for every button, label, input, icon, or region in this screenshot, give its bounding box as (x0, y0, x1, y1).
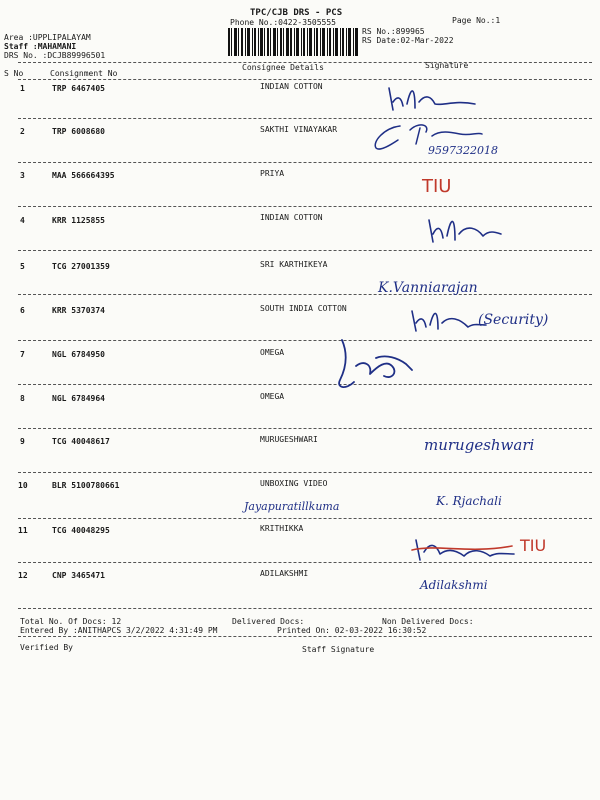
row-consignee: INDIAN COTTON (260, 213, 323, 222)
row-divider (18, 340, 592, 341)
drs-number: DRS No. :DCJB89996501 (4, 51, 106, 60)
row-consignment-no: NGL 6784950 (52, 350, 105, 359)
row-consignee: SRI KARTHIKEYA (260, 260, 328, 269)
row-divider (18, 384, 592, 385)
row-consignee: KRITHIKKA (260, 524, 304, 533)
row-consignment-no: MAA 566664395 (52, 171, 115, 180)
row-divider (18, 608, 592, 609)
row-sno: 5 (20, 262, 25, 271)
row-divider (18, 472, 592, 473)
row-sno: 2 (20, 127, 25, 136)
col-signature: Signature (425, 61, 469, 70)
row-sno: 10 (18, 481, 28, 490)
row-sno: 9 (20, 437, 25, 446)
signature-row-3-mark: TIU (422, 176, 452, 197)
row-consignment-no: KRR 5370374 (52, 306, 105, 315)
row-consignee: MURUGESHWARI (260, 435, 318, 444)
signature-row-11-mark: TIU (520, 536, 547, 555)
row-divider (18, 294, 592, 295)
signature-row-12-name: Adilakshmi (420, 578, 488, 592)
row-consignee: UNBOXING VIDEO (260, 479, 328, 488)
document-title: TPC/CJB DRS - PCS (250, 8, 343, 18)
signature-row-7 (332, 336, 422, 392)
barcode (228, 28, 358, 56)
signature-row-11-strike (408, 538, 518, 558)
signature-row-10-name: Jayapuratillkuma (244, 500, 340, 513)
verified-by: Verified By (20, 643, 73, 652)
non-delivered-docs: Non Delivered Docs: (382, 617, 474, 626)
rs-number: RS No.:899965 (362, 27, 425, 36)
row-sno: 8 (20, 394, 25, 403)
signature-row-6-note: (Security) (478, 312, 549, 328)
row-sno: 7 (20, 350, 25, 359)
footer-rule (18, 636, 592, 637)
row-sno: 1 (20, 84, 25, 93)
entered-by: Entered By :ANITHAPCS 3/2/2022 4:31:49 PM (20, 626, 218, 635)
rs-date: RS Date:02-Mar-2022 (362, 36, 454, 45)
area-label: Area :UPPLIPALAYAM (4, 33, 91, 42)
row-divider (18, 518, 592, 519)
signature-row-6 (408, 305, 488, 337)
row-consignee: SOUTH INDIA COTTON (260, 304, 347, 313)
row-consignment-no: TCG 40048617 (52, 437, 110, 446)
printed-on: Printed On: 02-03-2022 16:30:52 (277, 626, 427, 635)
row-consignment-no: KRR 1125855 (52, 216, 105, 225)
row-divider (18, 118, 592, 119)
col-sno: S No (4, 69, 24, 78)
row-consignment-no: TRP 6467405 (52, 84, 105, 93)
row-consignee: PRIYA (260, 169, 285, 178)
signature-row-9-name: murugeshwari (424, 436, 535, 454)
row-sno: 4 (20, 216, 25, 225)
row-consignee: ADILAKSHMI (260, 569, 309, 578)
header-rule-bottom (18, 79, 592, 80)
row-sno: 6 (20, 306, 25, 315)
row-consignee: SAKTHI VINAYAKAR (260, 125, 338, 134)
delivered-docs: Delivered Docs: (232, 617, 305, 626)
col-consignee-details: Consignee Details (242, 63, 324, 72)
row-consignment-no: BLR 5100780661 (52, 481, 120, 490)
row-consignee: OMEGA (260, 348, 285, 357)
signature-row-10-alt: K. Rjachali (436, 494, 502, 508)
row-divider (18, 162, 592, 163)
row-consignee: OMEGA (260, 392, 285, 401)
row-consignment-no: TCG 27001359 (52, 262, 110, 271)
row-consignment-no: NGL 6784964 (52, 394, 105, 403)
row-sno: 11 (18, 526, 28, 535)
signature-row-2-number: 9597322018 (428, 144, 498, 157)
row-consignment-no: CNP 3465471 (52, 571, 105, 580)
phone-number: Phone No.:0422-3505555 (230, 18, 336, 27)
staff-label: Staff :MAHAMANI (4, 42, 77, 51)
signature-row-1 (385, 82, 480, 116)
row-sno: 12 (18, 571, 28, 580)
row-divider (18, 428, 592, 429)
row-divider (18, 206, 592, 207)
row-divider (18, 250, 592, 251)
row-sno: 3 (20, 171, 25, 180)
page-number: Page No.:1 (452, 16, 501, 25)
row-consignee: INDIAN COTTON (260, 82, 323, 91)
col-consignment-no: Consignment No (50, 69, 118, 78)
total-docs: Total No. Of Docs: 12 (20, 617, 122, 626)
row-consignment-no: TCG 40048295 (52, 526, 110, 535)
staff-signature: Staff Signature (302, 645, 375, 654)
row-consignment-no: TRP 6008680 (52, 127, 105, 136)
signature-row-4 (425, 210, 505, 246)
signature-row-5-name: K.Vanniarajan (378, 280, 478, 296)
